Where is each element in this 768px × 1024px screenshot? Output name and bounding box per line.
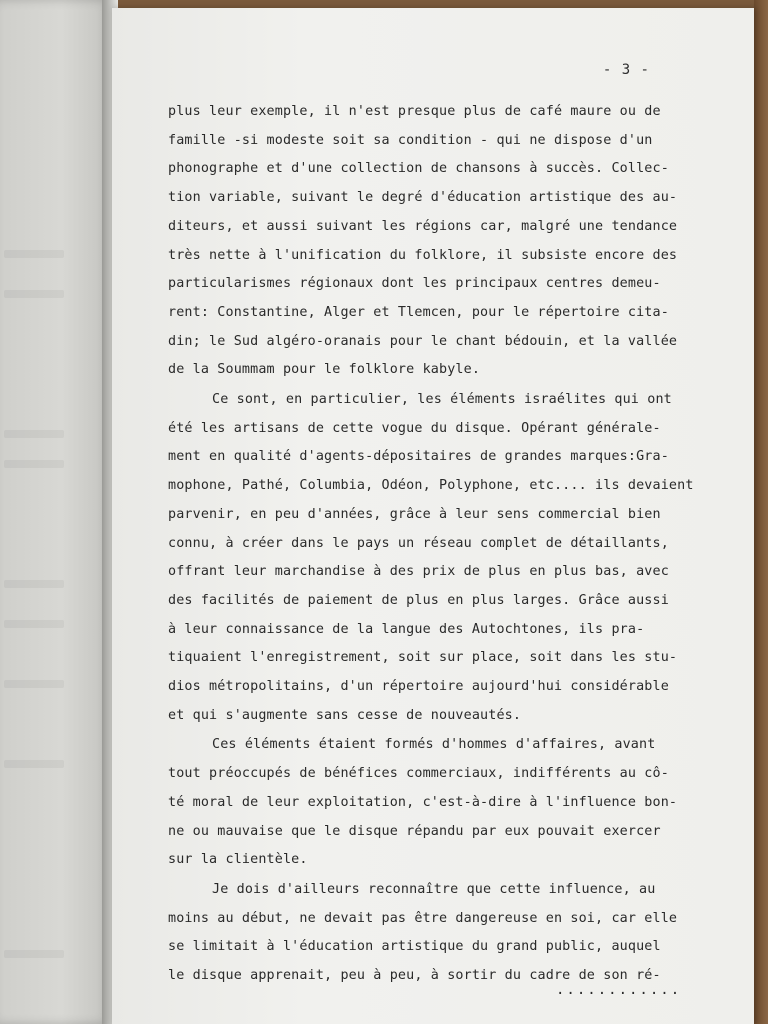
- page-number: - 3 -: [602, 62, 650, 78]
- bleed-through-mark: [4, 290, 64, 298]
- paragraph-1: [168, 98, 708, 385]
- text-line: ne ou mauvaise que le disque répandu par eux pouvait exercer: [168, 823, 661, 839]
- text-line: le disque apprenait, peu à peu, à sortir du cadre de son ré-: [168, 968, 661, 984]
- paragraph-4: [168, 876, 708, 991]
- text-line: été les artisans de cette vogue du disque. Opérant générale-: [168, 420, 661, 436]
- text-line: dios métropolitains, d'un répertoire aujourd'hui considérable: [168, 679, 669, 695]
- text-line: parvenir, en peu d'années, grâce à leur sens commercial bien: [168, 506, 661, 522]
- bleed-through-mark: [4, 460, 64, 468]
- text-line: phonographe et d'une collection de chansons à succès. Collec-: [168, 161, 669, 177]
- text-line: offrant leur marchandise à des prix de plus en plus bas, avec: [168, 564, 669, 580]
- text-line: particularismes régionaux dont les principaux centres demeu-: [168, 276, 661, 292]
- text-line: Ce sont, en particulier, les éléments israélites qui ont: [212, 392, 672, 408]
- text-line: ment en qualité d'agents-dépositaires de grandes marques:Gra-: [168, 449, 669, 465]
- desk-surface: [754, 0, 768, 1024]
- text-line: tout préoccupés de bénéfices commerciaux, indifférents au cô-: [168, 766, 669, 782]
- continuation-dots: ............: [556, 982, 682, 998]
- body-text: [168, 98, 708, 992]
- text-line: plus leur exemple, il n'est presque plus de café maure ou de: [168, 104, 661, 119]
- bleed-through-mark: [4, 760, 64, 768]
- text-line: tiquaient l'enregistrement, soit sur place, soit dans les stu-: [168, 650, 678, 666]
- text-line: se limitait à l'éducation artistique du grand public, auquel: [168, 939, 661, 955]
- text-line: sur la clientèle.: [168, 852, 308, 868]
- left-facing-page: [0, 0, 112, 1024]
- text-line: din; le Sud algéro-oranais pour le chant bédouin, et la vallée: [168, 333, 678, 349]
- text-line: très nette à l'unification du folklore, il subsiste encore des: [168, 247, 678, 263]
- text-line: de la Soummam pour le folklore kabyle.: [168, 362, 481, 378]
- text-line: moins au début, ne devait pas être dangereuse en soi, car elle: [168, 910, 678, 926]
- text-line: connu, à créer dans le pays un réseau complet de détaillants,: [168, 535, 669, 551]
- text-line: diteurs, et aussi suivant les régions car, malgré une tendance: [168, 218, 678, 234]
- bleed-through-mark: [4, 430, 64, 438]
- bleed-through-mark: [4, 680, 64, 688]
- text-line: Je dois d'ailleurs reconnaître que cette influence, au: [212, 881, 656, 897]
- text-line: rent: Constantine, Alger et Tlemcen, pour le répertoire cita-: [168, 304, 669, 320]
- text-line: des facilités de paiement de plus en plus larges. Grâce aussi: [168, 592, 669, 608]
- paragraph-3: [168, 731, 708, 875]
- text-line: mophone, Pathé, Columbia, Odéon, Polyphone, etc.... ils devaient: [168, 478, 694, 494]
- text-line: té moral de leur exploitation, c'est-à-dire à l'influence bon-: [168, 794, 678, 810]
- bleed-through-mark: [4, 950, 64, 958]
- bleed-through-mark: [4, 580, 64, 588]
- text-line: famille -si modeste soit sa condition - qui ne dispose d'un: [168, 132, 653, 148]
- text-line: et qui s'augmente sans cesse de nouveautés.: [168, 707, 522, 723]
- bleed-through-mark: [4, 250, 64, 258]
- text-line: tion variable, suivant le degré d'éducation artistique des au-: [168, 190, 678, 206]
- text-line: à leur connaissance de la langue des Autochtones, ils pra-: [168, 621, 645, 637]
- text-line: Ces éléments étaient formés d'hommes d'affaires, avant: [212, 737, 656, 753]
- paragraph-2: [168, 386, 708, 730]
- bleed-through-mark: [4, 620, 64, 628]
